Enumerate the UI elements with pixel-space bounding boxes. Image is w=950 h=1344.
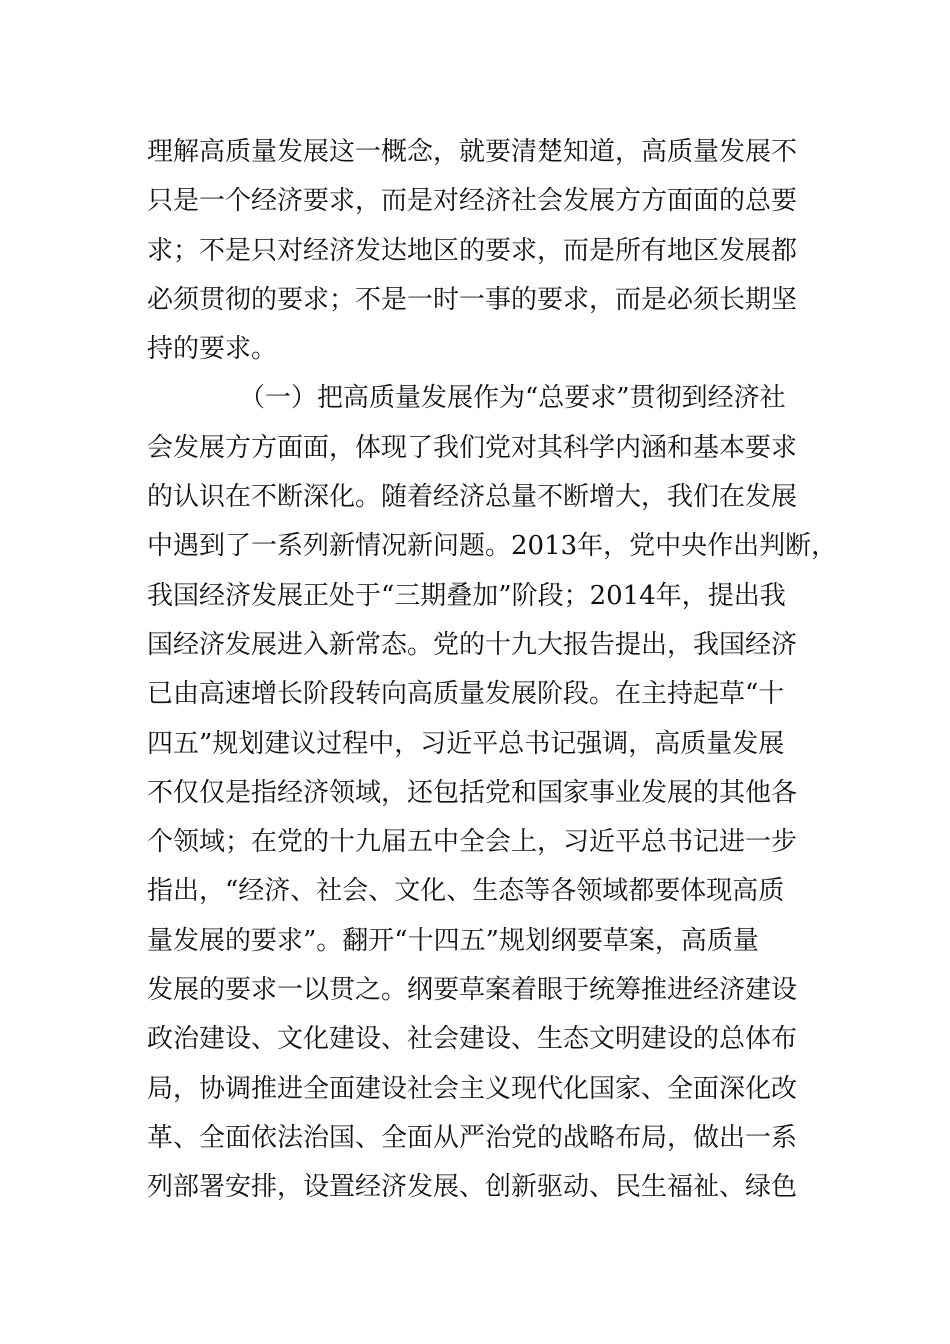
text-line: 指出，“经济、社会、文化、生态等各领域都要体现高质 bbox=[147, 876, 785, 907]
text-line: 革、全面依法治国、全面从严治党的战略布局，做出一系 bbox=[147, 1122, 798, 1153]
text-line: 政治建设、文化建设、社会建设、生态文明建设的总体布 bbox=[147, 1024, 798, 1055]
text-line: 中遇到了一系列新情况新问题。2013年，党中央作出判断， bbox=[147, 531, 838, 562]
text-line: 局，协调推进全面建设社会主义现代化国家、全面深化改 bbox=[147, 1073, 798, 1104]
section-heading-line: （一）把高质量发展作为“总要求”贯彻到经济社 bbox=[239, 383, 786, 414]
text-line: 量发展的要求”。翻开“十四五”规划纲要草案，高质量 bbox=[147, 925, 759, 956]
text-line: 发展的要求一以贯之。纲要草案着眼于统筹推进经济建设 bbox=[147, 975, 798, 1006]
text-line: 我国经济发展正处于“三期叠加”阶段；2014年，提出我 bbox=[147, 580, 786, 611]
text-line: 国经济发展进入新常态。党的十九大报告提出，我国经济 bbox=[147, 629, 798, 660]
text-line: 必须贯彻的要求；不是一时一事的要求，而是必须长期坚 bbox=[147, 284, 798, 315]
text-line: 四五”规划建议过程中，习近平总书记强调，高质量发展 bbox=[147, 728, 785, 759]
text-line: 理解高质量发展这一概念，就要清楚知道，高质量发展不 bbox=[147, 137, 798, 167]
document-body bbox=[147, 128, 838, 1213]
text-line: 只是一个经济要求，而是对经济社会发展方方面面的总要 bbox=[147, 186, 798, 217]
text-line: 已由高速增长阶段转向高质量发展阶段。在主持起草“十 bbox=[147, 679, 785, 710]
text-line: 持的要求。 bbox=[147, 334, 278, 365]
text-line: 列部署安排，设置经济发展、创新驱动、民生福祉、绿色 bbox=[147, 1172, 798, 1203]
text-line: 不仅仅是指经济领域，还包括党和国家事业发展的其他各 bbox=[147, 777, 798, 808]
text-line: 求；不是只对经济发达地区的要求，而是所有地区发展都 bbox=[147, 235, 798, 266]
text-line: 的认识在不断深化。随着经济总量不断增大，我们在发展 bbox=[147, 482, 798, 513]
text-line: 个领域；在党的十九届五中全会上，习近平总书记进一步 bbox=[147, 827, 798, 858]
text-line: 会发展方方面面，体现了我们党对其科学内涵和基本要求 bbox=[147, 432, 798, 463]
